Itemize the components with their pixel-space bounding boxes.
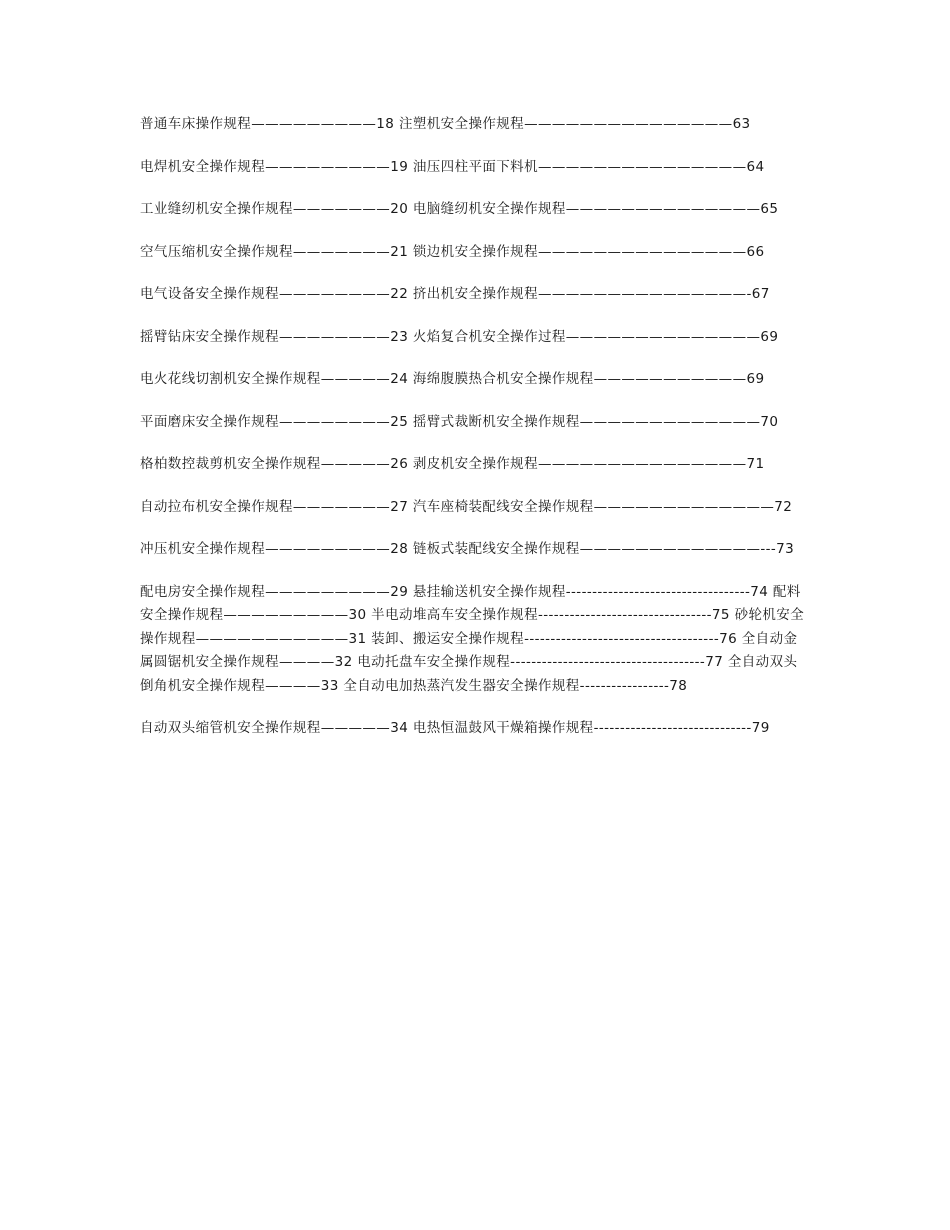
toc-entry-12: 配电房安全操作规程—————————29 悬挂输送机安全操作规程-----------------------------------74 配料安全操作规程—————————30 半电动堆高车安全操作规程---------------------------------75 砂轮机安全操作规程———————————31 装卸、搬运安全操作规程-------------------------------------76 全自动金属圆锯机安全操作规程————32 电动托盘车安全操作规程-------------------------------------77 全自动双头倒角机安全操作规程————33 全自动电加热蒸汽发生器安全操作规程-----------------78 <box>140 583 805 694</box>
toc-entry-03: 工业缝纫机安全操作规程———————20 电脑缝纫机安全操作规程——————————————65 <box>140 201 779 217</box>
toc-entry-09: 格柏数控裁剪机安全操作规程—————26 剥皮机安全操作规程———————————————71 <box>140 456 765 472</box>
toc-entry-01: 普通车床操作规程—————————18 注塑机安全操作规程———————————————63 <box>140 116 751 132</box>
toc-entry-05: 电气设备安全操作规程————————22 挤出机安全操作规程———————————————-67 <box>140 286 770 302</box>
toc-entry-02: 电焊机安全操作规程—————————19 油压四柱平面下料机———————————————64 <box>140 158 765 175</box>
toc-entry-11: 冲压机安全操作规程—————————28 链板式装配线安全操作规程—————————————---73 <box>140 541 795 557</box>
toc-entry-13: 自动双头缩管机安全操作规程—————34 电热恒温鼓风干燥箱操作规程------------------------------79 <box>140 720 770 736</box>
toc-entry-04: 空气压缩机安全操作规程———————21 锁边机安全操作规程———————————————66 <box>140 243 765 260</box>
toc-entry-10: 自动拉布机安全操作规程———————27 汽车座椅装配线安全操作规程—————————————72 <box>140 498 793 515</box>
toc-entry-07: 电火花线切割机安全操作规程—————24 海绵腹膜热合机安全操作规程———————————69 <box>140 371 765 387</box>
table-of-contents <box>140 113 810 760</box>
toc-entry-06: 摇臂钻床安全操作规程————————23 火焰复合机安全操作过程——————————————69 <box>140 328 779 345</box>
toc-entry-08: 平面磨床安全操作规程————————25 摇臂式裁断机安全操作规程—————————————70 <box>140 413 779 430</box>
